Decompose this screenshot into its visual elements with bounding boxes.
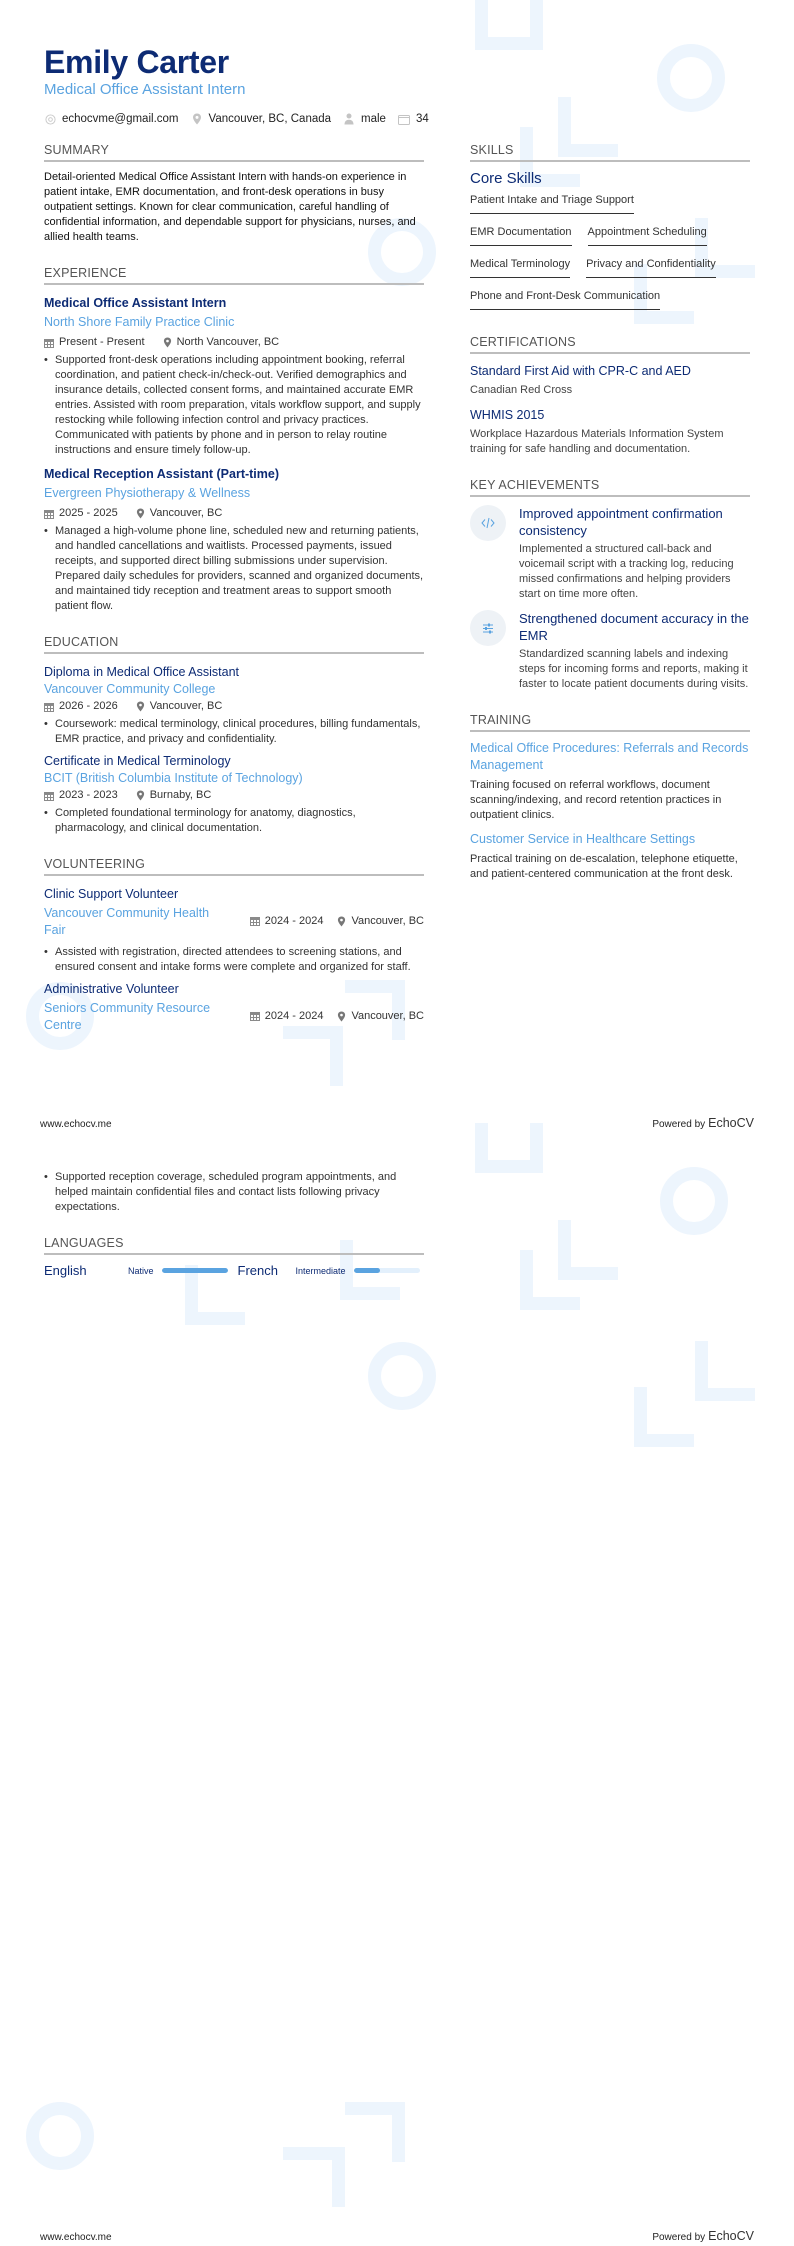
calendar-icon [44, 702, 54, 712]
calendar-icon [44, 791, 54, 801]
contact-gender: male [343, 113, 386, 125]
job-meta [44, 506, 424, 521]
map-pin-icon [136, 701, 145, 712]
job-bullet: • Managed a high-volume phone line, scheduled new and returning patients, and handled cancellations and waitlists. Processed payments, issued receipts, and supported direct billing submissions under supervision. Prepared daily schedules for providers, scanned and organized documents, and maintained tidy reception and treatment areas to support smooth patient flow. [44, 525, 424, 612]
training-desc: Training focused on referral workflows, document scanning/indexing, and record retention practices in outpatient clinics. [470, 779, 722, 821]
skill-chip: Appointment Scheduling [588, 220, 707, 246]
section-heading: KEY ACHIEVEMENTS [470, 477, 750, 497]
school-name: Vancouver Community College [44, 682, 216, 696]
resume-header [44, 44, 764, 125]
section-heading: EDUCATION [44, 634, 424, 654]
training-desc: Practical training on de-escalation, telephone etiquette, and patient-centered communication at the front desk. [470, 853, 738, 880]
training-item [470, 831, 750, 882]
languages-section [44, 1235, 424, 1278]
skill-chip: Patient Intake and Triage Support [470, 188, 634, 214]
company-name: North Shore Family Practice Clinic [44, 315, 235, 329]
education-location: Vancouver, BC [149, 700, 223, 712]
map-pin-icon [136, 790, 145, 801]
decor-shape [283, 2147, 345, 2207]
powered-by: Powered by EchoCV [652, 1116, 754, 1130]
degree-name: Diploma in Medical Office Assistant [44, 665, 239, 679]
volunteer-title: Clinic Support Volunteer [44, 887, 179, 901]
decor-ring [660, 1167, 728, 1235]
certification-item [470, 363, 750, 398]
achievement-desc: Implemented a structured call-back and voicemail script with a tracking log, reducing missed confirmations and helping providers start on time more often. [519, 543, 734, 600]
page-footer [40, 2229, 754, 2243]
contact-location: Vancouver, BC, Canada [191, 113, 332, 125]
contact-email[interactable]: echocvme@gmail.com [44, 113, 179, 125]
website-link[interactable]: www.echocv.me [40, 2232, 112, 2243]
map-pin-icon [163, 337, 172, 348]
skill-group-title: Core Skills [470, 170, 542, 187]
candidate-name: Emily Carter [44, 44, 229, 80]
job-dates: 2025 - 2025 [59, 507, 118, 519]
volunteer-dates: 2024 - 2024 [264, 1009, 324, 1022]
job-meta [44, 335, 424, 350]
left-column [44, 142, 424, 1034]
right-column [470, 142, 750, 882]
education-section [44, 634, 424, 836]
map-pin-icon [136, 508, 145, 519]
decor-shape [475, 1123, 543, 1173]
job-title: Medical Reception Assistant (Part-time) [44, 467, 280, 481]
page-footer [40, 1116, 754, 1130]
contact-row [44, 113, 764, 125]
training-title: Customer Service in Healthcare Settings [470, 832, 696, 846]
certification-item [470, 407, 750, 457]
achievement-desc: Standardized scanning labels and indexing steps for incoming forms and reports, making it faster to locate patient documents during visits. [519, 648, 749, 690]
job-dates: Present - Present [59, 336, 145, 348]
achievements-section [470, 477, 750, 692]
calendar-icon [250, 1011, 260, 1021]
skill-list [470, 188, 750, 316]
volunteer-title: Administrative Volunteer [44, 982, 179, 996]
volunteer-org: Seniors Community Resource Centre [44, 1001, 211, 1032]
section-heading: EXPERIENCE [44, 265, 424, 285]
achievement-item [470, 610, 750, 692]
volunteer-location: Vancouver, BC [351, 914, 424, 927]
education-bullet: • Completed foundational terminology for anatomy, diagnostics, pharmacology, and clinical documentation. [44, 807, 356, 834]
summary-text: Detail-oriented Medical Office Assistant Intern with hands-on experience in patient intake, EMR documentation, and front-desk operations in busy outpatient settings. Known for clear communication, careful handling of confidential information, and dependable support for physicians, nurses, and allied health teams. [44, 171, 416, 243]
education-item [44, 664, 424, 747]
section-heading: TRAINING [470, 712, 750, 732]
decor-shape [634, 1387, 694, 1447]
language-list [44, 1263, 424, 1278]
job-bullet: • Supported front-desk operations including appointment booking, referral coordination, and patient check-in/check-out. Verified demographics and insurance details, collected consent forms, and maintained accurate EMR entries. Assisted with room preparation, vitals workflow support, and supply restocking while following infection control and privacy practices. Communicated with patients by phone and in person to relay routine instructions and ensure timely follow-up. [44, 354, 421, 456]
decor-ring [368, 1342, 436, 1410]
website-link[interactable]: www.echocv.me [40, 1119, 112, 1130]
language-proficiency-bar [162, 1268, 228, 1273]
education-dates: 2023 - 2023 [59, 789, 118, 801]
experience-section [44, 265, 424, 614]
section-heading: SUMMARY [44, 142, 424, 162]
brand-name: EchoCV [708, 2229, 754, 2243]
calendar-icon [44, 509, 54, 519]
experience-item [44, 466, 424, 614]
volunteer-location: Vancouver, BC [351, 1009, 424, 1022]
language-name: French [237, 1263, 278, 1278]
candidate-title: Medical Office Assistant Intern [44, 81, 246, 98]
certification-name: WHMIS 2015 [470, 408, 545, 422]
volunteer-dates: 2024 - 2024 [264, 914, 324, 927]
map-pin-icon [191, 113, 203, 125]
volunteer-org: Vancouver Community Health Fair [44, 906, 210, 937]
section-heading: SKILLS [470, 142, 750, 162]
language-level: Intermediate [295, 1265, 346, 1276]
company-name: Evergreen Physiotherapy & Wellness [44, 486, 251, 500]
education-location: Burnaby, BC [149, 789, 212, 801]
job-location: North Vancouver, BC [176, 336, 280, 348]
skills-section [470, 142, 750, 316]
achievement-item [470, 505, 750, 602]
education-meta [44, 699, 424, 714]
skill-chip: Privacy and Confidentiality [586, 252, 716, 278]
user-icon [343, 113, 355, 125]
job-title: Medical Office Assistant Intern [44, 296, 227, 310]
calendar-icon [250, 916, 260, 926]
certification-issuer: Canadian Red Cross [470, 384, 573, 396]
contact-age: 34 [398, 113, 429, 125]
certification-name: Standard First Aid with CPR-C and AED [470, 364, 691, 378]
brand-name: EchoCV [708, 1116, 754, 1130]
language-name: English [44, 1263, 87, 1278]
calendar-icon [398, 113, 410, 125]
certification-desc: Workplace Hazardous Materials Information System training for safe handling and documentation. [470, 428, 724, 455]
section-heading: LANGUAGES [44, 1235, 424, 1255]
education-dates: 2026 - 2026 [59, 700, 118, 712]
decor-shape [520, 1250, 580, 1310]
sliders-icon [470, 610, 506, 646]
powered-by: Powered by EchoCV [652, 2229, 754, 2243]
experience-item [44, 295, 424, 458]
volunteer-bullet: • Supported reception coverage, scheduled program appointments, and helped maintain confidential files and contact lists following privacy expectations. [44, 1171, 397, 1213]
volunteer-item [44, 886, 424, 975]
achievement-title: Strengthened document accuracy in the EMR [519, 611, 749, 643]
calendar-icon [44, 338, 54, 348]
certifications-section [470, 334, 750, 457]
skill-chip: Medical Terminology [470, 252, 570, 278]
degree-name: Certificate in Medical Terminology [44, 754, 231, 768]
code-icon [470, 505, 506, 541]
decor-ring [26, 2102, 94, 2170]
language-level: Native [128, 1265, 154, 1276]
summary-section [44, 142, 424, 245]
job-location: Vancouver, BC [149, 507, 223, 519]
map-pin-icon [337, 916, 346, 927]
school-name: BCIT (British Columbia Institute of Technology) [44, 771, 303, 785]
decor-shape [345, 2102, 405, 2162]
volunteer-item [44, 981, 424, 1034]
left-column-continued [44, 1167, 424, 1278]
volunteer-meta [250, 914, 424, 929]
volunteering-section [44, 856, 424, 1034]
education-bullet: • Coursework: medical terminology, clinical procedures, billing fundamentals, EMR practice, and privacy and confidentiality. [44, 718, 421, 745]
training-item [470, 740, 750, 823]
volunteer-bullet: • Assisted with registration, directed attendees to screening stations, and ensured consent and intake forms were complete and organized for staff. [44, 946, 411, 973]
education-meta [44, 788, 424, 803]
decor-shape [695, 1341, 755, 1401]
section-heading: VOLUNTEERING [44, 856, 424, 876]
education-item [44, 753, 424, 836]
skill-chip: Phone and Front-Desk Communication [470, 284, 660, 310]
volunteer-meta [250, 1009, 424, 1024]
training-section [470, 712, 750, 882]
section-heading: CERTIFICATIONS [470, 334, 750, 354]
at-sign-icon [44, 113, 56, 125]
map-pin-icon [337, 1011, 346, 1022]
achievement-title: Improved appointment confirmation consistency [519, 506, 723, 538]
language-proficiency-bar [354, 1268, 420, 1273]
training-title: Medical Office Procedures: Referrals and Records Management [470, 741, 749, 772]
skill-chip: EMR Documentation [470, 220, 572, 246]
